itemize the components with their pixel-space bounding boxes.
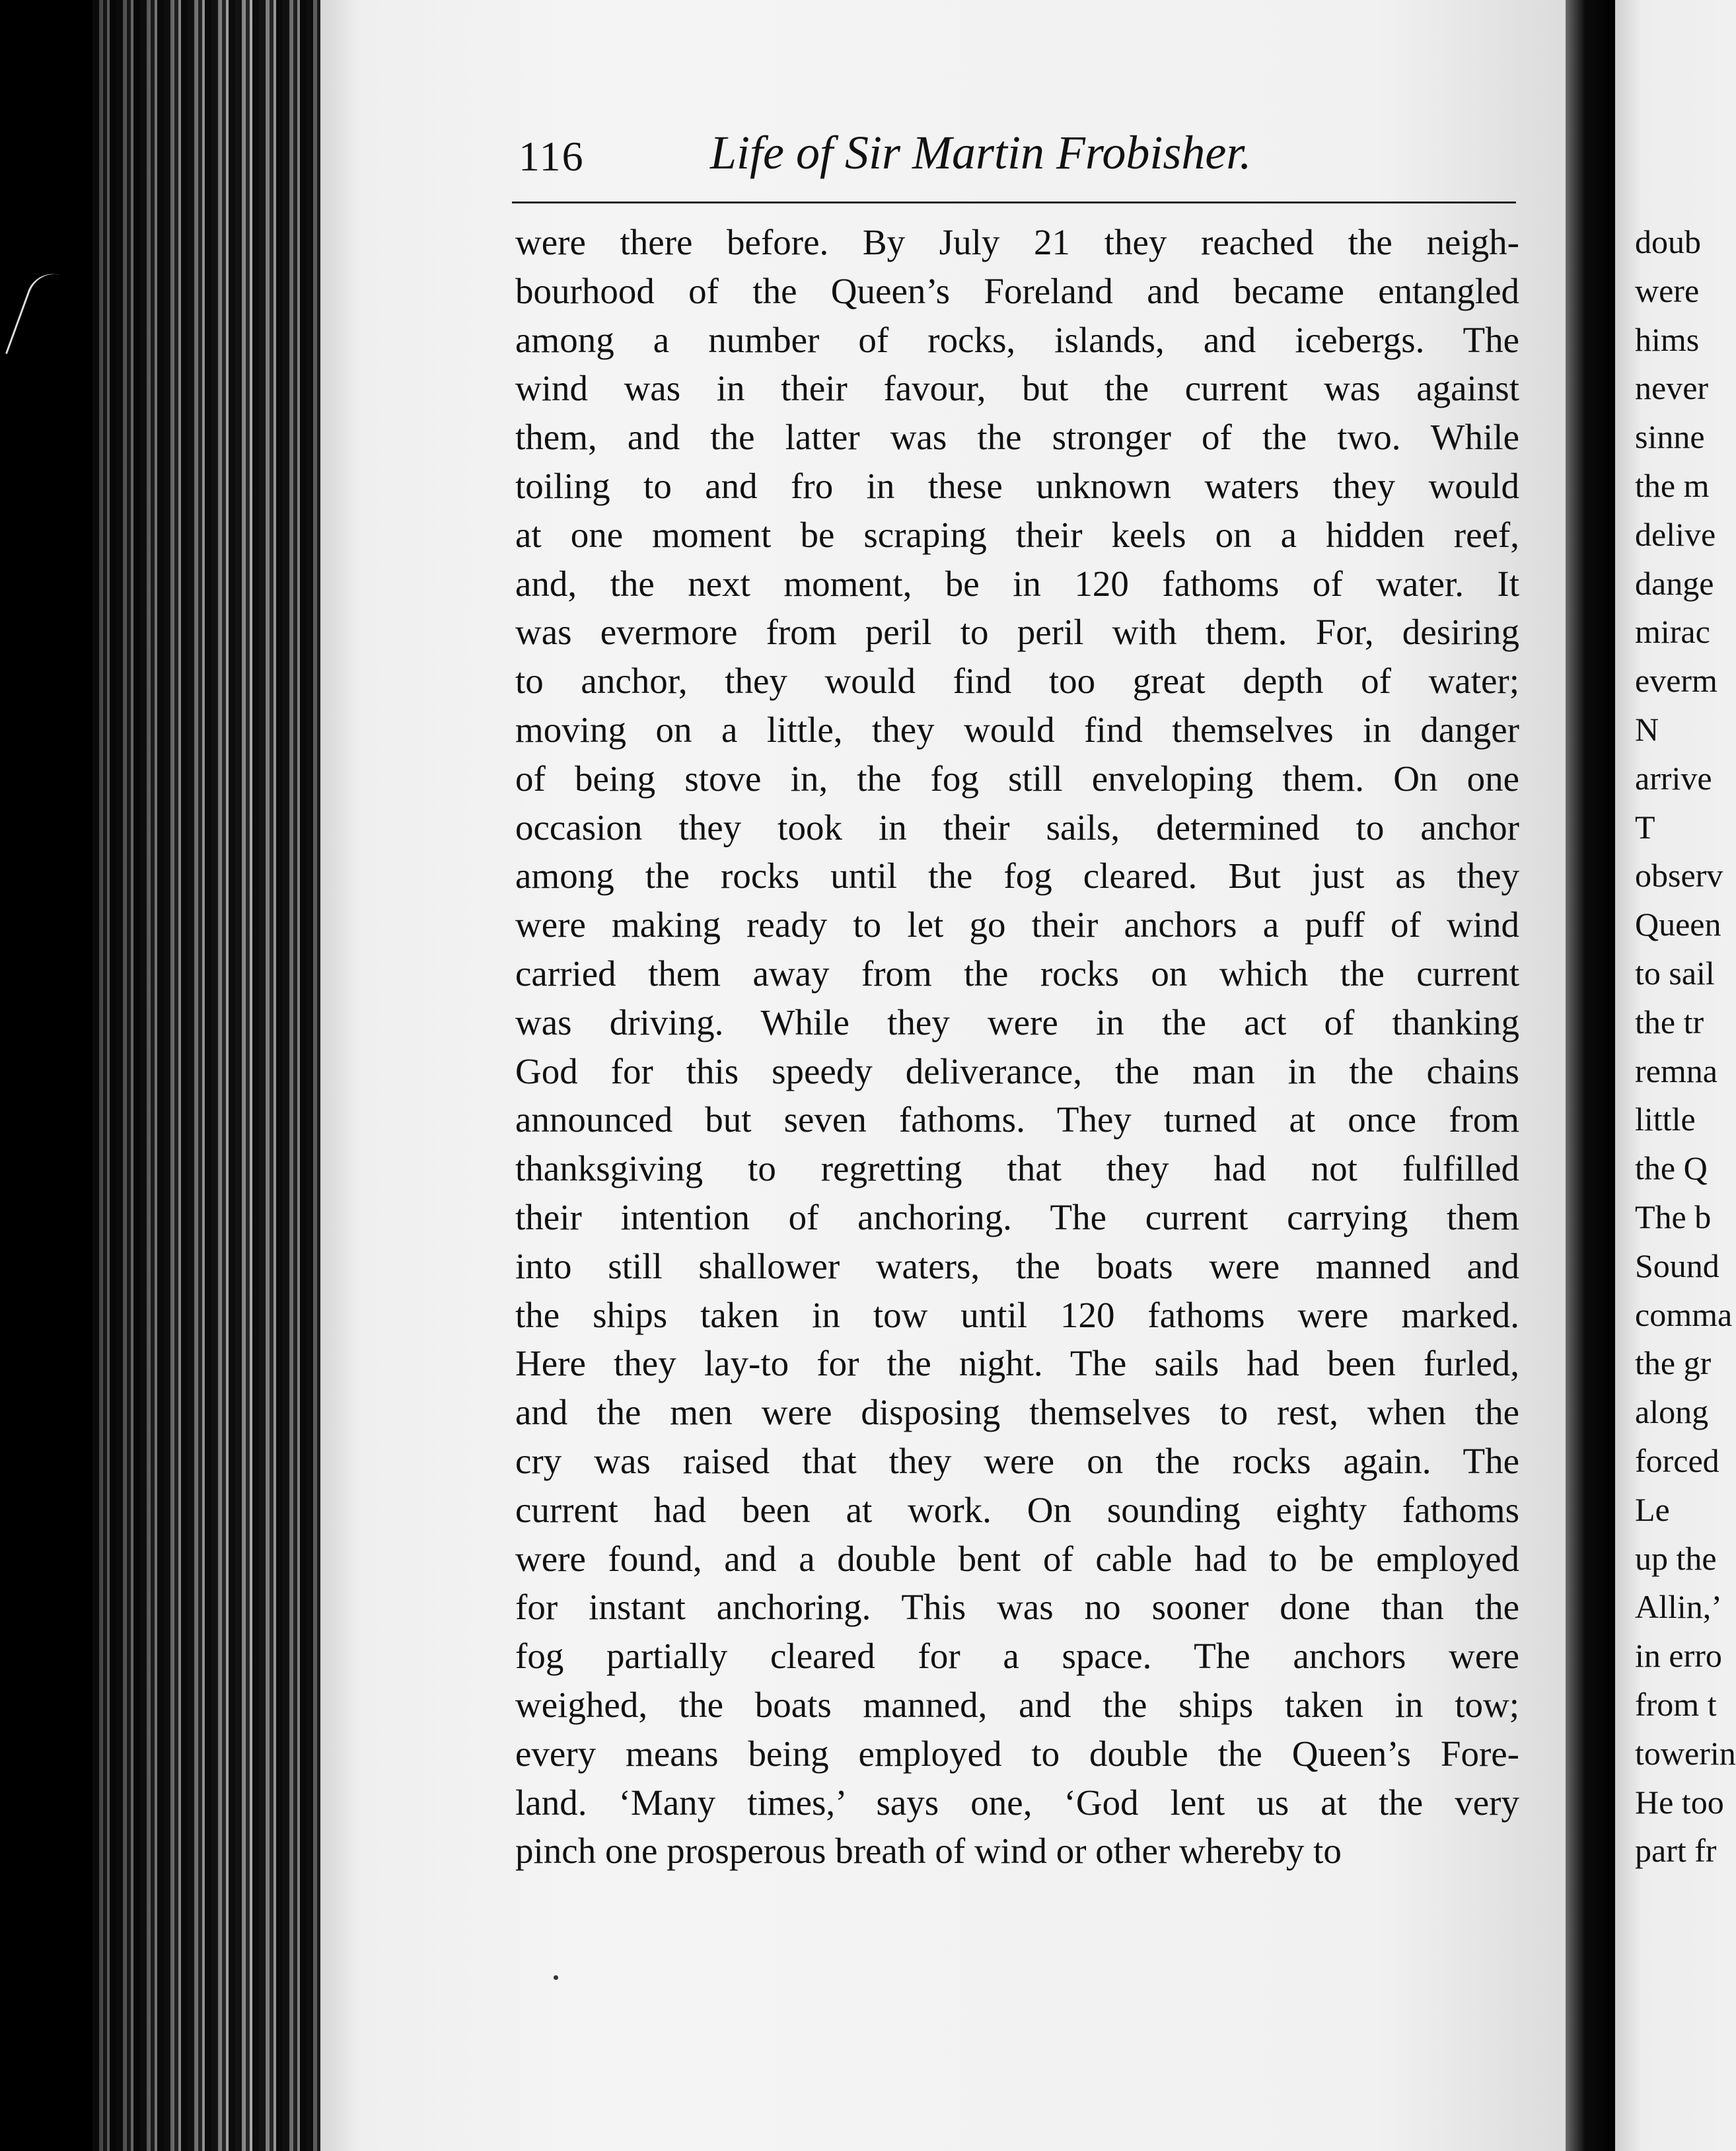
- text-line: were making ready to let go their anchors a puff of wind: [515, 904, 1519, 945]
- fragment-line: the tr: [1635, 1003, 1704, 1040]
- text-line: fog partially cleared for a space. The anchors were: [515, 1636, 1519, 1677]
- fragment-line: everm: [1635, 662, 1718, 700]
- fragment-line: towerin: [1635, 1734, 1736, 1772]
- fragment-line: up the: [1635, 1539, 1717, 1577]
- text-line: every means being employed to double the Queen’s Fore-: [515, 1733, 1519, 1774]
- fragment-line: the Q: [1635, 1149, 1708, 1187]
- text-line: and, the next moment, be in 120 fathoms of water. It: [515, 563, 1519, 604]
- fragment-line: T: [1635, 808, 1655, 846]
- text-line: was driving. While they were in the act of thanking: [515, 1002, 1519, 1042]
- fragment-line: the m: [1635, 466, 1710, 504]
- fragment-line: Allin,’: [1635, 1588, 1722, 1626]
- edge-shadow: [92, 0, 320, 2151]
- fragment-line: comma: [1635, 1295, 1733, 1333]
- header-rule: [512, 201, 1516, 203]
- text-line: among a number of rocks, islands, and icebergs. The: [515, 319, 1519, 360]
- text-line: for instant anchoring. This was no sooner done than the: [515, 1587, 1519, 1628]
- text-line: were found, and a double bent of cable had to be employed: [515, 1538, 1519, 1579]
- fragment-line: dange: [1635, 564, 1714, 602]
- fragment-line: never: [1635, 369, 1709, 407]
- text-line: them, and the latter was the stronger of the two. While: [515, 417, 1519, 458]
- book-gutter: [1566, 0, 1615, 2151]
- fragment-line: in erro: [1635, 1637, 1722, 1675]
- printer-mark: [554, 1975, 558, 1980]
- page-number: 116: [519, 133, 585, 180]
- text-line: their intention of anchoring. The current carrying them: [515, 1196, 1519, 1237]
- text-line: bourhood of the Queen’s Foreland and became entangled: [515, 270, 1519, 311]
- running-title: Life of Sir Martin Frobisher.: [710, 126, 1252, 179]
- text-line: into still shallower waters, the boats were manned and: [515, 1245, 1519, 1286]
- text-line: at one moment be scraping their keels on a hidden reef,: [515, 514, 1519, 555]
- fragment-line: remna: [1635, 1052, 1718, 1089]
- fragment-line: doub: [1635, 223, 1701, 260]
- text-line: carried them away from the rocks on which the current: [515, 953, 1519, 994]
- running-head: [519, 126, 1523, 185]
- fragment-line: arrive: [1635, 759, 1712, 797]
- text-line: was evermore from peril to peril with them. For, desiring: [515, 612, 1519, 653]
- facing-page-text: [1635, 218, 1736, 1876]
- fragment-line: He too: [1635, 1783, 1724, 1821]
- text-line: occasion they took in their sails, determined to anchor: [515, 807, 1519, 848]
- fragment-line: The b: [1635, 1198, 1712, 1235]
- fragment-line: from t: [1635, 1685, 1717, 1723]
- fragment-line: N: [1635, 710, 1659, 748]
- fragment-line: little: [1635, 1101, 1696, 1138]
- text-line: among the rocks until the fog cleared. But just as they: [515, 856, 1519, 896]
- fragment-line: observ: [1635, 857, 1723, 894]
- fragment-line: Queen: [1635, 906, 1721, 943]
- text-line: to anchor, they would find too great depth of water;: [515, 661, 1519, 702]
- text-line: current had been at work. On sounding eighty fathoms: [515, 1489, 1519, 1530]
- fragment-line: along: [1635, 1393, 1709, 1431]
- text-line: announced but seven fathoms. They turned at once from: [515, 1099, 1519, 1140]
- text-line: thanksgiving to regretting that they had not fulfilled: [515, 1148, 1519, 1189]
- fragment-line: sinne: [1635, 418, 1705, 456]
- fragment-line: forced: [1635, 1441, 1719, 1479]
- text-line: toiling to and fro in these unknown waters they would: [515, 465, 1519, 506]
- text-line: God for this speedy deliverance, the man in the chains: [515, 1050, 1519, 1091]
- fragment-line: the gr: [1635, 1344, 1712, 1382]
- text-line: weighed, the boats manned, and the ships taken in tow;: [515, 1684, 1519, 1725]
- body-text: [515, 218, 1519, 1876]
- fragment-line: were: [1635, 272, 1700, 309]
- text-line: Here they lay-to for the night. The sails had been furled,: [515, 1343, 1519, 1384]
- text-line: wind was in their favour, but the current was against: [515, 368, 1519, 409]
- text-line: moving on a little, they would find themselves in danger: [515, 709, 1519, 750]
- fragment-line: delive: [1635, 515, 1716, 553]
- fragment-line: to sail: [1635, 954, 1715, 992]
- text-line: of being stove in, the fog still enveloping them. On one: [515, 758, 1519, 799]
- text-line: cry was raised that they were on the rocks again. The: [515, 1440, 1519, 1481]
- fragment-line: Le: [1635, 1490, 1670, 1528]
- fragment-line: mirac: [1635, 613, 1710, 651]
- text-line: the ships taken in tow until 120 fathoms were marked.: [515, 1294, 1519, 1335]
- fragment-line: Sound: [1635, 1247, 1719, 1284]
- fragment-line: hims: [1635, 320, 1700, 358]
- text-line: land. ‘Many times,’ says one, ‘God lent us at the very: [515, 1782, 1519, 1823]
- fragment-line: part fr: [1635, 1832, 1717, 1870]
- text-line: were there before. By July 21 they reached the neigh-: [515, 222, 1519, 262]
- text-line: and the men were disposing themselves to rest, when the: [515, 1392, 1519, 1433]
- scan-artifact: [5, 266, 76, 367]
- text-line: pinch one prosperous breath of wind or other whereby to: [515, 1831, 1342, 1872]
